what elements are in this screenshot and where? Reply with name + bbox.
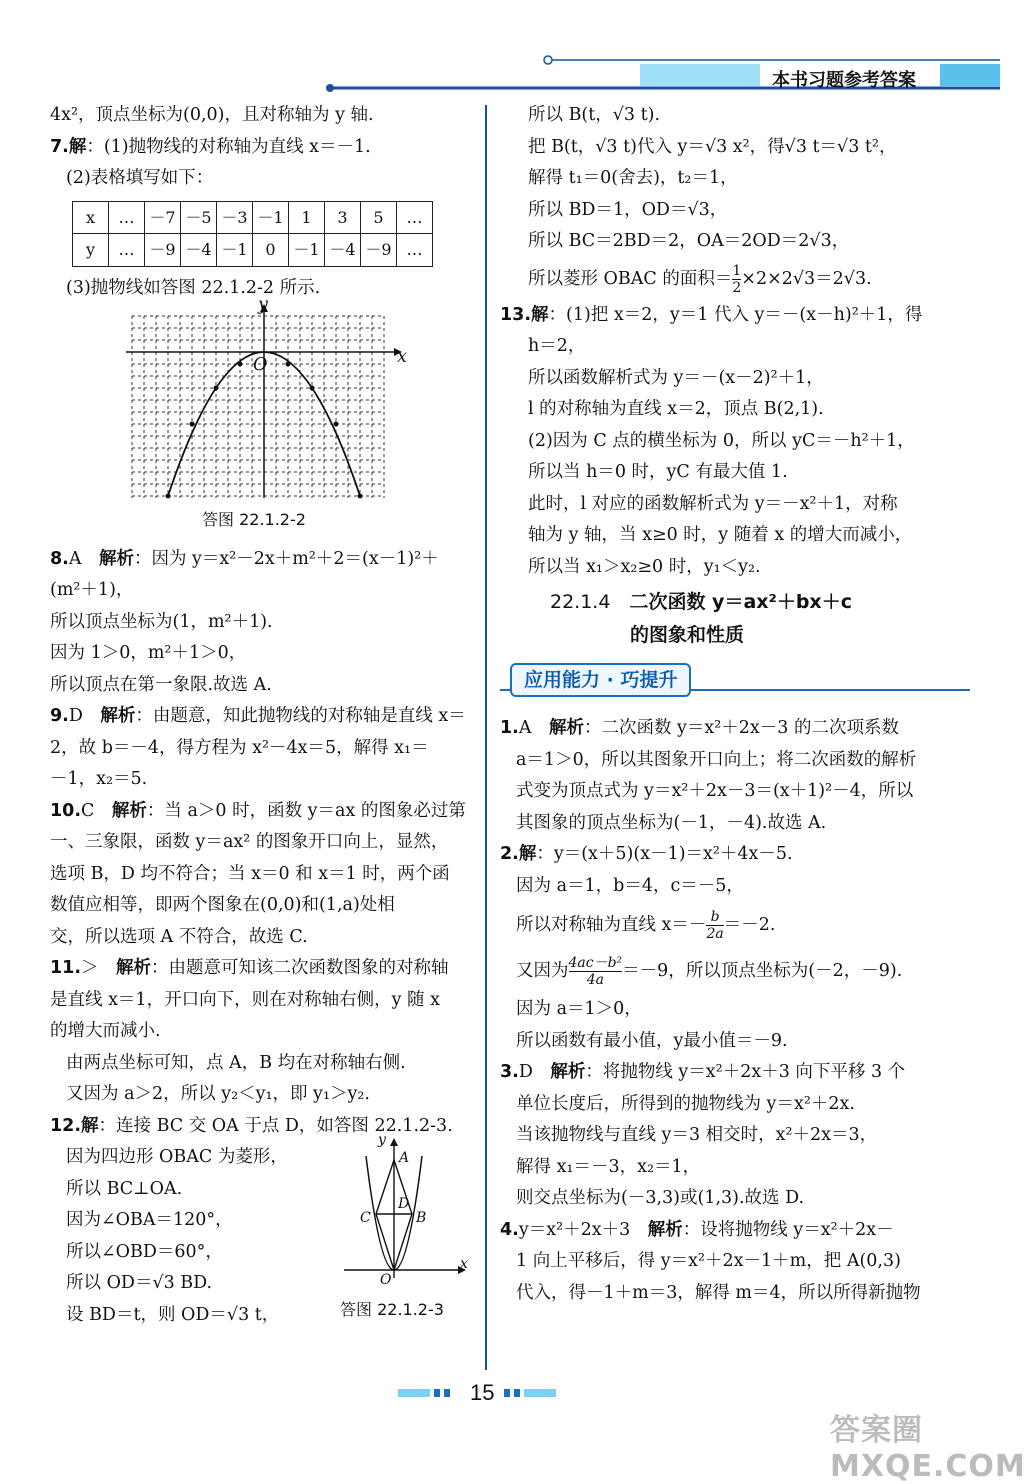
fraction-denominator: 4a (569, 971, 623, 988)
x-axis-label: x (460, 1256, 468, 1272)
text-line: (m²＋1)， (50, 580, 134, 600)
answer-keyword: 解 (81, 1115, 99, 1136)
section-title: 二次函数 y＝ax²＋bx＋c (629, 591, 852, 613)
table-cell: … (397, 234, 433, 267)
answer-keyword: 解 (518, 844, 537, 864)
fraction-numerator: 4ac－b² (568, 955, 623, 971)
text-line: 此时，l 对应的函数解析式为 y＝－x²＋1，对称 (528, 493, 898, 514)
text-line: 所以顶点在第一象限.故选 A. (50, 674, 272, 695)
origin-label: O (380, 1272, 392, 1288)
table-cell: y (73, 234, 109, 267)
x-axis-label: x (397, 347, 407, 367)
table-cell: … (109, 234, 145, 267)
watermark-logo: 答案圈 MXQE.COM (830, 1413, 1026, 1484)
table-cell: －1 (217, 234, 253, 267)
answer-keyword: 解析 (98, 548, 134, 569)
table-cell: －7 (145, 201, 181, 234)
point-d-label: D (398, 1196, 410, 1212)
value-table (72, 201, 433, 267)
question-number: 13. (500, 304, 532, 325)
point-b-label: B (416, 1210, 427, 1226)
text-line: 所以函数有最小值，y最小值＝－9. (516, 1030, 788, 1051)
question-number: 12. (50, 1115, 82, 1136)
table-cell: －5 (181, 201, 217, 234)
text-line: 因为 a＝1＞0， (516, 999, 642, 1019)
answer-choice: A (518, 718, 549, 738)
fraction (706, 909, 723, 942)
question-number: 7. (50, 136, 69, 157)
text-line: ：由题意可知该二次函数图象的对称轴 (151, 958, 449, 978)
text-line: 所以当 h＝0 时，yC 有最大值 1. (528, 462, 788, 482)
text-line: 2，故 b＝－4，得方程为 x²－4x＝5，解得 x₁＝ (50, 737, 429, 758)
text-line: 又因为 (516, 961, 569, 981)
table-row-x (73, 201, 433, 234)
text-line: 当该抛物线与直线 y＝3 相交时，x²＋2x＝3， (516, 1125, 878, 1145)
text-line: 所以函数解析式为 y＝－(x－2)²＋1， (528, 367, 824, 388)
table-cell: －9 (361, 234, 397, 267)
figure-caption: 答图 22.1.2-3 (340, 1300, 444, 1319)
text-line: 所以 OD＝√3 BD. (66, 1273, 213, 1293)
question-number: 2. (500, 844, 519, 864)
text-line: (2)因为 C 点的横坐标为 0，所以 yC＝－h²＋1， (528, 430, 915, 451)
answer-choice: D (68, 706, 101, 726)
text-line: ＝－2. (723, 915, 776, 935)
table-row-y (73, 234, 433, 267)
text-line: ：连接 BC 交 OA 于点 D，如答图 22.1.2-3. (98, 1115, 453, 1136)
text-line: 1 向上平移后，得 y＝x²＋2x－1＋m，把 A(0,3) (516, 1251, 901, 1271)
answer-choice: A (68, 548, 99, 569)
answer-keyword: 解析 (550, 1062, 586, 1082)
text-line: 的增大而减小. (50, 1021, 161, 1041)
y-axis-label: y (258, 295, 268, 315)
q12-block (50, 1132, 472, 1331)
question-number: 10. (50, 800, 82, 821)
text-line: 所以菱形 OBAC 的面积＝ (528, 268, 733, 289)
text-line: 4x²，顶点坐标为(0,0)，且对称轴为 y 轴. (50, 105, 374, 125)
fraction-numerator: b (710, 909, 720, 925)
table-cell: 0 (253, 234, 289, 267)
text-line: l 的对称轴为直线 x＝2，顶点 B(2,1). (528, 399, 824, 419)
text-line: 所以 B(t，√3 t). (528, 105, 661, 125)
answer-choice: y＝x²＋2x＋3 (518, 1219, 648, 1240)
text-line: ：设将抛物线 y＝x²＋2x－ (682, 1219, 894, 1240)
text-line: 所以当 x₁＞x₂≥0 时，y₁＜y₂. (528, 556, 761, 577)
header-title: 本书习题参考答案 (772, 70, 916, 91)
question-number: 3. (500, 1062, 519, 1082)
text-line: h＝2， (528, 336, 586, 356)
answer-keyword: 解析 (548, 718, 584, 738)
table-cell: x (73, 201, 109, 234)
section-number: 22.1.4 (550, 591, 630, 613)
text-line: 是直线 x＝1，开口向下，则在对称轴右侧，y 随 x (50, 989, 440, 1010)
parabola-figure (50, 295, 472, 504)
parabola-graph (50, 304, 472, 504)
ability-banner (500, 663, 970, 707)
origin-label: O (253, 355, 268, 375)
text-line: 解得 x₁＝－3，x₂＝1， (516, 1156, 701, 1177)
table-cell: 5 (361, 201, 397, 234)
answer-keyword: 解 (68, 136, 87, 157)
text-line: 所以 BC⊥OA. (66, 1178, 183, 1199)
text-line: ：二次函数 y＝x²＋2x－3 的二次项系数 (583, 718, 900, 738)
answer-keyword: 解析 (111, 800, 147, 821)
point-c-label: C (360, 1210, 371, 1226)
question-number: 8. (50, 548, 69, 569)
table-cell: －4 (325, 234, 361, 267)
table-cell: … (109, 201, 145, 234)
table-cell: －1 (289, 234, 325, 267)
question-number: 4. (500, 1219, 519, 1240)
answer-choice: C (81, 800, 112, 821)
table-cell: 3 (325, 201, 361, 234)
y-axis-label: y (378, 1132, 386, 1148)
text-line: ×2×2√3＝2√3. (741, 268, 872, 289)
text-line: ：当 a＞0 时，函数 y＝ax 的图象必过第 (146, 800, 466, 821)
question-number: 9. (50, 706, 69, 726)
left-column (50, 100, 472, 1331)
fraction-denominator: 2a (706, 926, 724, 942)
answer-keyword: 解析 (100, 706, 136, 726)
text-line: 因为 a＝1，b＝4，c＝－5， (516, 875, 744, 896)
question-number: 11. (50, 958, 82, 978)
text-line: 数值应相等，即两个图象在(0,0)和(1,a)处相 (50, 895, 395, 915)
rhombus-figure (332, 1132, 472, 1298)
text-line: 一、三象限，函数 y＝ax² 的图象开口向上，显然， (50, 832, 449, 852)
text-line: ：(1)把 x＝2，y＝1 代入 y＝－(x－h)²＋1，得 (548, 304, 923, 325)
text-line: 因为∠OBA＝120°， (66, 1210, 233, 1230)
page-number: 15 (470, 1380, 495, 1405)
text-line: a＝1＞0，所以其图象开口向上；将二次函数的解析 (516, 749, 917, 770)
table-cell: －3 (217, 201, 253, 234)
text-line: 式变为顶点式为 y＝x²＋2x－3＝(x＋1)²－4，所以 (516, 781, 914, 801)
text-line: ：将抛物线 y＝x²＋2x＋3 向下平移 3 个 (585, 1062, 906, 1082)
text-line: 选项 B，D 均不符合；当 x＝0 和 x＝1 时，两个函 (50, 863, 450, 884)
text-line: ：(1)抛物线的对称轴为直线 x＝－1. (86, 136, 371, 157)
text-line: ：y＝(x＋5)(x－1)＝x²＋4x－5. (536, 844, 793, 864)
text-line: 单位长度后，所得到的抛物线为 y＝x²＋2x. (516, 1093, 855, 1114)
text-line: 又因为 a＞2，所以 y₂＜y₁，即 y₁＞y₂. (66, 1084, 370, 1104)
text-line: 所以 BD＝1，OD＝√3， (528, 199, 728, 220)
text-line: (2)表格填写如下： (66, 168, 214, 188)
text-line: ：由题意，知此抛物线的对称轴是直线 x＝ (135, 706, 466, 726)
question-number: 1. (500, 718, 519, 738)
text-line: 交，所以选项 A 不符合，故选 C. (50, 926, 308, 947)
text-line: 所以∠OBD＝60°， (66, 1241, 223, 1262)
column-divider (485, 105, 487, 1370)
section-title-cont: 的图象和性质 (630, 623, 745, 646)
answer-keyword: 解 (531, 304, 549, 325)
answer-choice: D (518, 1062, 551, 1082)
table-cell: －9 (145, 234, 181, 267)
fraction (569, 955, 623, 988)
figure-caption: 答图 22.1.2-2 (202, 510, 306, 529)
text-line: 其图象的顶点坐标为(－1，－4).故选 A. (516, 812, 827, 833)
text-line: 代入，得－1＋m＝3，解得 m＝4，所以所得新抛物 (516, 1282, 921, 1303)
text-line: 因为四边形 OBAC 为菱形， (66, 1147, 288, 1167)
text-line: ＝－9，所以顶点坐标为(－2，－9). (622, 961, 903, 981)
text-line: 把 B(t，√3 t)代入 y＝√3 x²，得√3 t＝√3 t²， (528, 136, 897, 157)
text-line: 则交点坐标为(－3,3)或(1,3).故选 D. (516, 1188, 805, 1208)
text-line: 所以 BC＝2BD＝2，OA＝2OD＝2√3， (528, 231, 850, 251)
answer-choice: ＞ (81, 958, 117, 978)
table-cell: 1 (289, 201, 325, 234)
text-line: 轴为 y 轴，当 x≥0 时，y 随着 x 的增大而减小， (528, 525, 913, 545)
ability-badge: 应用能力 · 巧提升 (510, 663, 691, 697)
text-line: 由两点坐标可知，点 A，B 均在对称轴右侧. (66, 1052, 406, 1073)
fraction (732, 263, 741, 296)
table-cell: －4 (181, 234, 217, 267)
text-line: －1，x₂＝5. (50, 769, 148, 789)
page-header (0, 0, 1000, 100)
text-line: 所以顶点坐标为(1，m²＋1). (50, 611, 273, 632)
text-line: ：因为 y＝x²－2x＋m²＋2＝(x－1)²＋ (133, 548, 439, 569)
fraction-denominator: 2 (732, 279, 742, 296)
table-cell: … (397, 201, 433, 234)
text-line: 设 BD＝t，则 OD＝√3 t， (66, 1304, 280, 1325)
right-column (500, 100, 970, 1309)
point-a-label: A (399, 1150, 410, 1166)
table-cell: －1 (253, 201, 289, 234)
answer-keyword: 解析 (647, 1219, 683, 1240)
text-line: 所以对称轴为直线 x＝－ (516, 915, 707, 935)
fraction-numerator: 1 (732, 262, 742, 279)
text-line: (3)抛物线如答图 22.1.2-2 所示. (66, 277, 321, 298)
text-line: 解得 t₁＝0(舍去)，t₂＝1， (528, 168, 738, 188)
text-line: 因为 1＞0，m²＋1＞0， (50, 643, 247, 663)
answer-keyword: 解析 (116, 958, 152, 978)
